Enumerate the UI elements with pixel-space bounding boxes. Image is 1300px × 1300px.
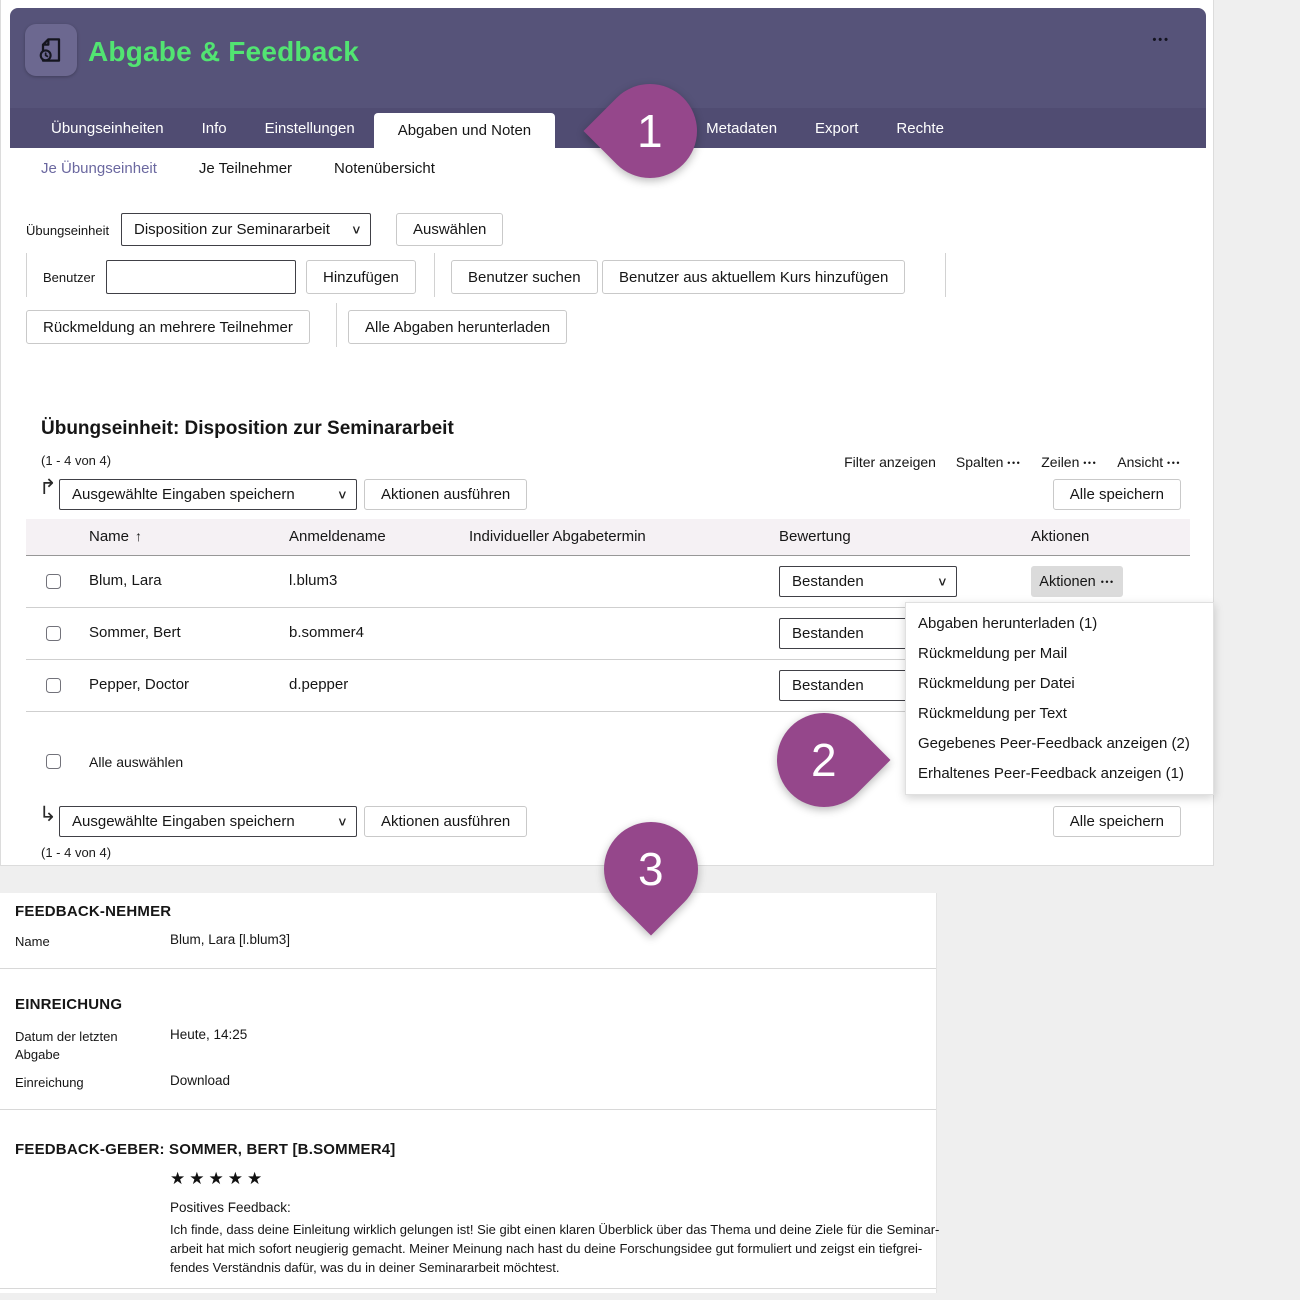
rows-link[interactable]: Zeilen •••: [1041, 454, 1098, 470]
row-checkbox[interactable]: [46, 626, 61, 641]
feedback-receiver-heading: FEEDBACK-NEHMER: [15, 903, 172, 920]
user-input[interactable]: [106, 260, 296, 294]
save-all-button-top[interactable]: Alle speichern: [1053, 479, 1181, 510]
table-count-top: (1 - 4 von 4): [41, 453, 112, 468]
table-title: Übungseinheit: Disposition zur Seminararbeit: [41, 418, 454, 439]
cell-name: Blum, Lara: [89, 572, 162, 589]
table-view-controls: [844, 454, 1181, 470]
name-label: Name: [15, 934, 50, 949]
positive-feedback-line: Ich finde, dass deine Einleitung wirklich gelungen ist! Sie gibt einen klaren Überblick über das Thema und deine Ziele für die Seminar-: [170, 1222, 940, 1237]
tab-metadaten[interactable]: Metadaten: [706, 119, 778, 137]
exercise-object-icon: [25, 24, 77, 76]
column-bewertung: Bewertung: [779, 528, 851, 545]
view-link[interactable]: Ansicht •••: [1117, 454, 1181, 470]
section-divider: [0, 1109, 936, 1110]
tab-abgaben-und-noten[interactable]: Abgaben und Noten: [374, 113, 555, 148]
column-aktionen: Aktionen: [1031, 528, 1090, 545]
execute-actions-button-top[interactable]: Aktionen ausführen: [364, 479, 527, 510]
subtab-notenuebersicht[interactable]: Notenübersicht: [334, 160, 435, 177]
chevron-down-icon: ∨: [337, 486, 349, 501]
cell-login: d.pepper: [289, 676, 349, 693]
submission-heading: EINREICHUNG: [15, 996, 123, 1013]
select-all-label: Alle auswählen: [89, 754, 184, 770]
cell-name: Sommer, Bert: [89, 624, 181, 641]
column-anmeldename[interactable]: Anmeldename: [289, 528, 386, 545]
unit-select-label: Übungseinheit: [26, 223, 110, 238]
row-actions-button[interactable]: Aktionen •••: [1031, 566, 1123, 597]
toolbar-divider: [336, 303, 337, 347]
positive-feedback-line: arbeit hat mich sofort neugierig gemacht. Meiner Meinung nach hast du deine Forschungsidee gut formuliert und zeigst ein tiefgrei-: [170, 1241, 923, 1256]
chevron-down-icon: ∨: [337, 813, 349, 828]
filter-link[interactable]: Filter anzeigen: [844, 454, 936, 470]
table-count-bottom: (1 - 4 von 4): [41, 845, 112, 860]
positive-feedback-line: fendes Verständnis dafür, was du in deiner Seminararbeit möchtest.: [170, 1260, 560, 1275]
section-divider: [0, 1288, 936, 1289]
select-unit-button[interactable]: Auswählen: [396, 213, 503, 246]
section-divider: [0, 968, 936, 969]
save-all-button-bottom[interactable]: Alle speichern: [1053, 806, 1181, 837]
ellipsis-icon: •••: [1100, 576, 1115, 587]
toolbar-divider: [434, 253, 435, 297]
annotation-marker-3: 3: [585, 803, 718, 936]
name-value: Blum, Lara [l.blum3]: [170, 932, 291, 947]
tab-info[interactable]: Info: [201, 119, 227, 137]
submission-label: Einreichung: [15, 1075, 84, 1090]
tab-uebungseinheiten[interactable]: Übungseinheiten: [51, 119, 164, 137]
chevron-down-icon: ∨: [937, 573, 949, 588]
annotation-marker-1: 1: [584, 65, 717, 198]
chevron-down-icon: ∨: [351, 221, 363, 236]
bulk-action-select-bottom[interactable]: Ausgewählte Eingaben speichern ∨: [59, 806, 357, 837]
subtab-je-teilnehmer[interactable]: Je Teilnehmer: [198, 160, 293, 177]
table-header-row: [26, 519, 1190, 556]
page-title: Abgabe & Feedback: [88, 36, 360, 67]
feedback-multiple-button[interactable]: Rückmeldung an mehrere Teilnehmer: [26, 310, 310, 344]
subtab-bar: [41, 160, 435, 177]
menu-item-received-peer-feedback[interactable]: Erhaltenes Peer-Feedback anzeigen (1): [918, 764, 1184, 782]
menu-item-feedback-mail[interactable]: Rückmeldung per Mail: [918, 644, 1068, 662]
ellipsis-icon: •••: [1083, 458, 1098, 468]
add-from-course-button[interactable]: Benutzer aus aktuellem Kurs hinzufügen: [602, 260, 905, 294]
peer-feedback-panel: [0, 893, 940, 1293]
star-rating-icons: ★★★★★: [170, 1169, 267, 1188]
subtab-je-uebungseinheit[interactable]: Je Übungseinheit: [41, 160, 157, 177]
positive-feedback-label: Positives Feedback:: [170, 1200, 291, 1215]
select-all-checkbox[interactable]: [46, 754, 61, 769]
menu-item-given-peer-feedback[interactable]: Gegebenes Peer-Feedback anzeigen (2): [918, 734, 1190, 752]
grade-select[interactable]: Bestanden: [779, 618, 957, 649]
tab-rechte[interactable]: Rechte: [896, 119, 944, 137]
cell-login: b.sommer4: [289, 624, 365, 641]
row-checkbox[interactable]: [46, 574, 61, 589]
menu-item-download-submissions[interactable]: Abgaben herunterladen (1): [918, 614, 1098, 632]
ellipsis-icon: •••: [1007, 458, 1022, 468]
grade-select[interactable]: Bestanden: [779, 670, 957, 701]
grade-select[interactable]: Bestanden ∨: [779, 566, 957, 597]
search-users-button[interactable]: Benutzer suchen: [451, 260, 598, 294]
execute-actions-button-bottom[interactable]: Aktionen ausführen: [364, 806, 527, 837]
submission-download-link[interactable]: Download: [170, 1073, 231, 1088]
tab-export[interactable]: Export: [815, 119, 859, 137]
user-input-label: Benutzer: [43, 270, 96, 285]
menu-item-feedback-file[interactable]: Rückmeldung per Datei: [918, 674, 1075, 692]
column-name[interactable]: Name ↑: [89, 528, 143, 545]
apply-to-top-icon: ↱: [39, 476, 57, 499]
cell-login: l.blum3: [289, 572, 338, 589]
toolbar-divider: [26, 253, 27, 297]
actions-dropdown-menu: [905, 602, 1214, 795]
apply-to-bottom-icon: ↳: [39, 803, 57, 826]
annotation-marker-2: 2: [758, 694, 891, 827]
menu-item-feedback-text[interactable]: Rückmeldung per Text: [918, 704, 1067, 722]
last-submission-date-value: Heute, 14:25: [170, 1027, 248, 1042]
add-user-button[interactable]: Hinzufügen: [306, 260, 416, 294]
row-checkbox[interactable]: [46, 678, 61, 693]
feedback-giver-heading: FEEDBACK-GEBER: SOMMER, BERT [B.SOMMER4]: [15, 1141, 396, 1158]
sort-asc-icon: ↑: [135, 528, 143, 544]
tab-einstellungen[interactable]: Einstellungen: [264, 119, 355, 137]
bulk-action-select-top[interactable]: Ausgewählte Eingaben speichern ∨: [59, 479, 357, 510]
columns-link[interactable]: Spalten •••: [955, 454, 1022, 470]
ellipsis-icon: •••: [1167, 458, 1181, 468]
toolbar-divider: [945, 253, 946, 297]
last-submission-date-label: Datum der letzten Abgabe: [15, 1029, 118, 1062]
cell-name: Pepper, Doctor: [89, 676, 190, 693]
unit-select[interactable]: Disposition zur Seminararbeit ∨: [121, 213, 371, 246]
column-abgabetermin[interactable]: Individueller Abgabetermin: [469, 528, 646, 545]
header-kebab-icon[interactable]: •••: [1152, 34, 1170, 46]
download-all-button[interactable]: Alle Abgaben herunterladen: [348, 310, 567, 344]
